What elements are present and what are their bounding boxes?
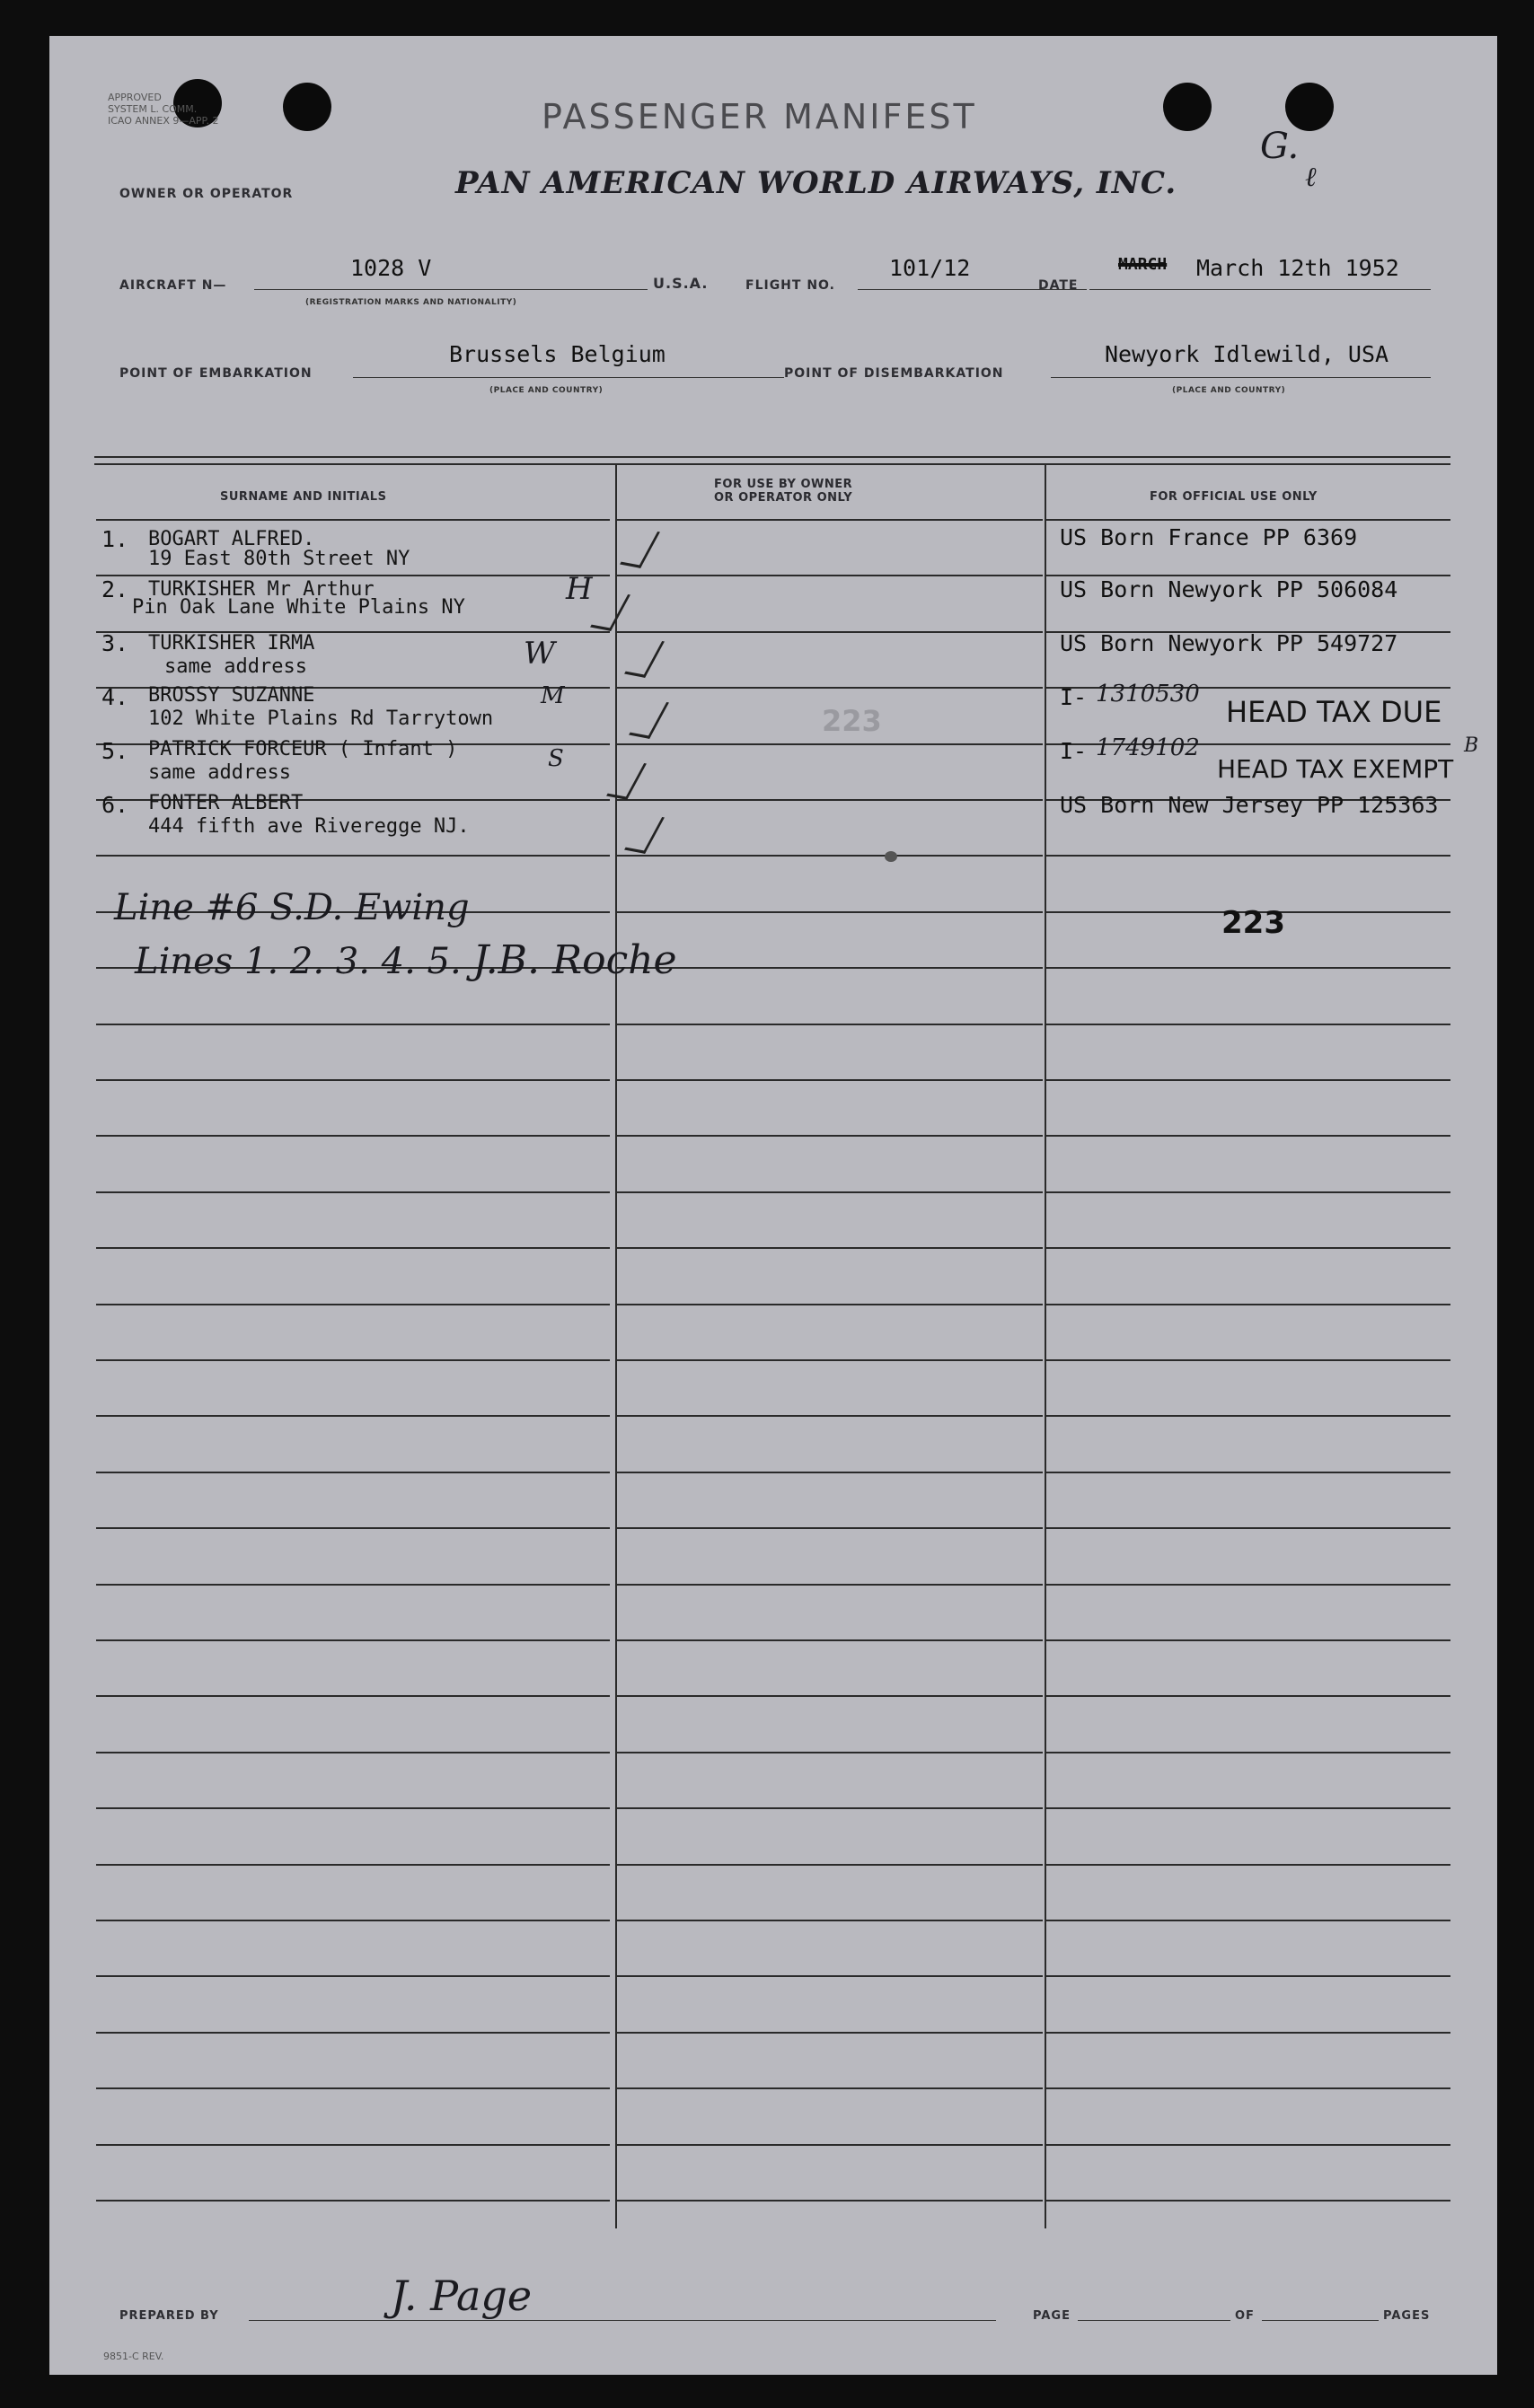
row-line bbox=[96, 1864, 610, 1866]
row-line bbox=[617, 1359, 1043, 1361]
row-line bbox=[617, 1191, 1043, 1193]
check-mark-icon bbox=[624, 813, 665, 854]
passenger-1-name: BOGART ALFRED. bbox=[148, 528, 315, 550]
row-line bbox=[96, 1752, 610, 1753]
passenger-3-official: US Born Newyork PP 549727 bbox=[1060, 630, 1398, 656]
row-line bbox=[617, 1864, 1043, 1866]
page-title: PASSENGER MANIFEST bbox=[542, 97, 977, 136]
row-line bbox=[617, 631, 1043, 633]
passenger-1-address: 19 East 80th Street NY bbox=[148, 548, 410, 570]
passenger-3-address: same address bbox=[164, 655, 307, 678]
check-mark-icon bbox=[590, 591, 630, 631]
pages-label: PAGES bbox=[1383, 2309, 1431, 2323]
row-line bbox=[1046, 1079, 1450, 1081]
form-code: APPROVED SYSTEM L. COMM. ICAO ANNEX 9—APP. 2 bbox=[108, 92, 219, 127]
embark-value: Brussels Belgium bbox=[449, 341, 666, 367]
row-line bbox=[96, 1975, 610, 1977]
prepared-line bbox=[249, 2320, 996, 2321]
passenger-2-mark: H bbox=[566, 571, 593, 607]
row-line bbox=[617, 911, 1043, 913]
column-divider bbox=[615, 463, 617, 2228]
annotation-lines: Lines 1. 2. 3. 4. 5. J.B. Roche bbox=[135, 937, 677, 983]
row-line bbox=[617, 2144, 1043, 2146]
passenger-5-official: I- bbox=[1060, 738, 1088, 764]
punch-hole bbox=[1285, 83, 1334, 131]
passenger-6-name: FONTER ALBERT bbox=[148, 792, 304, 814]
check-mark-icon bbox=[624, 637, 665, 678]
page-label: PAGE bbox=[1033, 2309, 1071, 2323]
row-line bbox=[1046, 1024, 1450, 1025]
row-line bbox=[96, 1807, 610, 1809]
row-line bbox=[96, 2200, 610, 2201]
passenger-2-official: US Born Newyork PP 506084 bbox=[1060, 576, 1398, 602]
row-line bbox=[96, 1247, 610, 1249]
row-line bbox=[617, 1135, 1043, 1137]
row-line bbox=[1046, 1975, 1450, 1977]
flight-label: FLIGHT NO. bbox=[745, 278, 835, 293]
row-line bbox=[1046, 855, 1450, 857]
row-line bbox=[617, 2200, 1043, 2201]
row-line bbox=[1046, 2144, 1450, 2146]
aircraft-label: AIRCRAFT N— bbox=[119, 278, 227, 293]
row-line bbox=[617, 1920, 1043, 1921]
row-line bbox=[617, 1415, 1043, 1417]
row-line bbox=[1046, 1191, 1450, 1193]
top-right-initials: G. bbox=[1260, 126, 1300, 167]
disembark-line bbox=[1051, 377, 1431, 378]
row-line bbox=[96, 1359, 610, 1361]
row-line bbox=[617, 687, 1043, 689]
embark-label: POINT OF EMBARKATION bbox=[119, 366, 313, 381]
row5-suffix: B bbox=[1464, 734, 1479, 757]
passenger-5-name: PATRICK FORCEUR ( Infant ) bbox=[148, 738, 458, 760]
column-divider bbox=[1045, 463, 1046, 2228]
total-count: 223 bbox=[1221, 905, 1285, 941]
passenger-1-num: 1. bbox=[101, 526, 129, 552]
row-line bbox=[96, 1024, 610, 1025]
faint-number: 223 bbox=[822, 704, 882, 738]
passenger-3-num: 3. bbox=[101, 630, 129, 656]
registration-note: (REGISTRATION MARKS AND NATIONALITY) bbox=[305, 298, 517, 307]
row-line bbox=[617, 967, 1043, 969]
row-line bbox=[617, 1807, 1043, 1809]
row-line bbox=[1046, 1639, 1450, 1641]
prepared-label: PREPARED BY bbox=[119, 2309, 219, 2323]
row-line bbox=[96, 1584, 610, 1586]
row-line bbox=[96, 575, 610, 576]
header-rule bbox=[94, 456, 1450, 458]
row-line bbox=[617, 575, 1043, 576]
manifest-page bbox=[49, 36, 1497, 2375]
header-rule bbox=[94, 463, 1450, 465]
place-note-2: (PLACE AND COUNTRY) bbox=[1172, 386, 1286, 395]
column-header-owner-use: FOR USE BY OWNER OR OPERATOR ONLY bbox=[714, 478, 853, 505]
place-note: (PLACE AND COUNTRY) bbox=[489, 386, 604, 395]
row-line bbox=[1046, 967, 1450, 969]
row-line bbox=[617, 519, 1043, 521]
date-line bbox=[1089, 289, 1431, 290]
row-line bbox=[96, 2144, 610, 2146]
row-line bbox=[1046, 1247, 1450, 1249]
passenger-2-address: Pin Oak Lane White Plains NY bbox=[132, 596, 465, 619]
passenger-5-mark: S bbox=[548, 745, 564, 772]
head-tax-exempt-stamp: HEAD TAX EXEMPT bbox=[1217, 754, 1454, 784]
row-line bbox=[617, 2032, 1043, 2034]
of-label: OF bbox=[1235, 2309, 1255, 2323]
row-line bbox=[617, 2087, 1043, 2089]
passenger-1-official: US Born France PP 6369 bbox=[1060, 524, 1358, 550]
passenger-4-official: I- bbox=[1060, 684, 1088, 710]
owner-value: PAN AMERICAN WORLD AIRWAYS, INC. bbox=[455, 165, 1177, 201]
row-line bbox=[96, 1695, 610, 1697]
row4-number: 1310530 bbox=[1096, 681, 1200, 707]
row-line bbox=[96, 1920, 610, 1921]
head-tax-due-stamp: HEAD TAX DUE bbox=[1226, 695, 1442, 729]
passenger-2-num: 2. bbox=[101, 576, 129, 602]
passenger-6-address: 444 fifth ave Riveregge NJ. bbox=[148, 815, 470, 838]
row-line bbox=[617, 1752, 1043, 1753]
row-line bbox=[1046, 1864, 1450, 1866]
row5-number: 1749102 bbox=[1096, 734, 1200, 761]
passenger-5-address: same address bbox=[148, 761, 291, 784]
row-line bbox=[617, 1024, 1043, 1025]
row-line bbox=[96, 519, 610, 521]
row-line bbox=[617, 1584, 1043, 1586]
row-line bbox=[96, 855, 610, 857]
passenger-3-mark: W bbox=[524, 636, 555, 672]
row-line bbox=[1046, 1359, 1450, 1361]
passenger-2-name: TURKISHER Mr Arthur bbox=[148, 578, 375, 601]
prepared-signature: J. Page bbox=[391, 2272, 533, 2320]
column-header-surname: SURNAME AND INITIALS bbox=[220, 490, 387, 504]
row-line bbox=[96, 1639, 610, 1641]
row-line bbox=[1046, 519, 1450, 521]
annotation-line6: Line #6 S.D. Ewing bbox=[114, 887, 470, 928]
row-line bbox=[1046, 1135, 1450, 1137]
row-line bbox=[96, 1304, 610, 1305]
check-mark-icon bbox=[629, 699, 669, 739]
row-line bbox=[96, 1472, 610, 1473]
row-line bbox=[1046, 1415, 1450, 1417]
row-line bbox=[96, 1527, 610, 1529]
passenger-5-num: 5. bbox=[101, 738, 129, 764]
passenger-6-num: 6. bbox=[101, 792, 129, 818]
row-line bbox=[617, 1247, 1043, 1249]
row-line bbox=[96, 2087, 610, 2089]
aircraft-line bbox=[254, 289, 648, 290]
row-line bbox=[96, 1415, 610, 1417]
embark-line bbox=[353, 377, 784, 378]
ink-mark bbox=[885, 851, 897, 862]
row-line bbox=[96, 1191, 610, 1193]
form-number: 9851-C REV. bbox=[103, 2351, 164, 2362]
row-line bbox=[1046, 1527, 1450, 1529]
row-line bbox=[1046, 1920, 1450, 1921]
disembark-value: Newyork Idlewild, USA bbox=[1105, 341, 1389, 367]
row-line bbox=[617, 1975, 1043, 1977]
country-label: U.S.A. bbox=[653, 275, 709, 292]
row-line bbox=[617, 1304, 1043, 1305]
punch-hole bbox=[1163, 83, 1212, 131]
of-line bbox=[1262, 2320, 1379, 2321]
row-line bbox=[1046, 1695, 1450, 1697]
date-label: DATE bbox=[1038, 278, 1079, 293]
passenger-4-address: 102 White Plains Rd Tarrytown bbox=[148, 707, 494, 730]
disembark-label: POINT OF DISEMBARKATION bbox=[784, 366, 1004, 381]
date-struck: MARCH bbox=[1118, 255, 1168, 274]
row-line bbox=[1046, 1304, 1450, 1305]
row-line bbox=[1046, 2200, 1450, 2201]
top-right-mark: ℓ bbox=[1305, 162, 1317, 193]
column-header-official-use: FOR OFFICIAL USE ONLY bbox=[1150, 490, 1318, 504]
row-line bbox=[617, 1079, 1043, 1081]
row-line bbox=[1046, 1472, 1450, 1473]
row-line bbox=[617, 743, 1043, 745]
date-value: March 12th 1952 bbox=[1196, 255, 1399, 281]
check-mark-icon bbox=[606, 760, 647, 800]
row-line bbox=[96, 1135, 610, 1137]
row-line bbox=[96, 2032, 610, 2034]
passenger-3-name: TURKISHER IRMA bbox=[148, 632, 315, 655]
row-line bbox=[96, 1079, 610, 1081]
row-line bbox=[617, 855, 1043, 857]
passenger-4-num: 4. bbox=[101, 684, 129, 710]
passenger-4-mark: M bbox=[541, 682, 565, 709]
flight-value: 101/12 bbox=[889, 255, 971, 281]
aircraft-value: 1028 V bbox=[350, 255, 432, 281]
row-line bbox=[1046, 1584, 1450, 1586]
row-line bbox=[617, 799, 1043, 801]
passenger-4-name: BROSSY SUZANNE bbox=[148, 684, 315, 707]
row-line bbox=[1046, 1807, 1450, 1809]
row-line bbox=[617, 1472, 1043, 1473]
passenger-6-official: US Born New Jersey PP 125363 bbox=[1060, 792, 1439, 818]
page-line bbox=[1078, 2320, 1230, 2321]
row-line bbox=[617, 1527, 1043, 1529]
row-line bbox=[617, 1639, 1043, 1641]
row-line bbox=[1046, 2087, 1450, 2089]
punch-hole bbox=[283, 83, 331, 131]
row-line bbox=[1046, 1752, 1450, 1753]
row-line bbox=[617, 1695, 1043, 1697]
row-line bbox=[1046, 2032, 1450, 2034]
owner-label: OWNER OR OPERATOR bbox=[119, 187, 294, 201]
check-mark-icon bbox=[620, 528, 660, 568]
